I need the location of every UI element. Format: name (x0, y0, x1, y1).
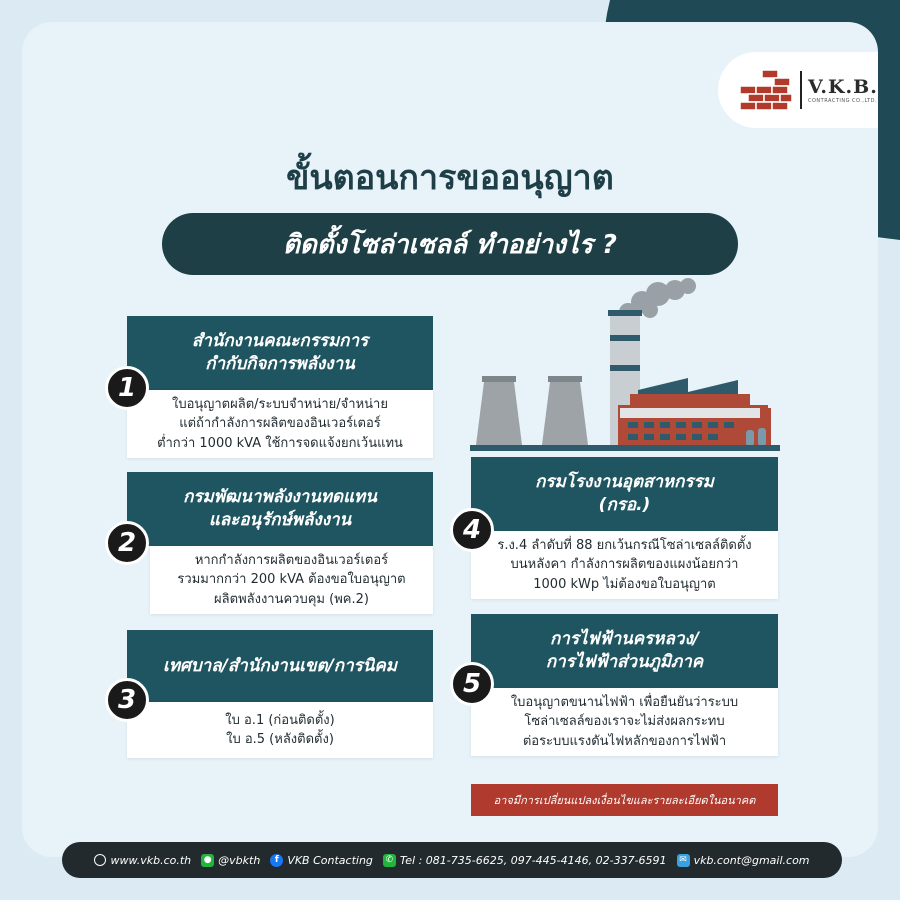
logo-divider (800, 71, 802, 109)
disclaimer-note: อาจมีการเปลี่ยนแปลงเงื่อนไขและรายละเอียดในอนาคต (471, 784, 778, 816)
contact-footer (62, 842, 842, 878)
step-4-heading: กรมโรงงานอุตสาหกรรม (กรอ.) (471, 457, 778, 531)
phone-icon: ✆ (383, 854, 396, 867)
footer-email[interactable] (677, 854, 810, 867)
mail-icon: ✉ (677, 854, 690, 867)
facebook-icon: f (270, 854, 283, 867)
step-2-number: 2 (105, 521, 149, 565)
website-text: www.vkb.co.th (110, 853, 192, 867)
step-3-heading: เทศบาล/สำนักงานเขต/การนิคม (127, 630, 433, 702)
step-5-number: 5 (450, 662, 494, 706)
footer-website[interactable] (94, 854, 191, 867)
step-3-number: 3 (105, 678, 149, 722)
globe-icon (94, 854, 106, 866)
step-3-body: ใบ อ.1 (ก่อนติดตั้ง) ใบ อ.5 (หลังติดตั้ง) (127, 702, 433, 758)
phone-text: Tel : 081-735-6625, 097-445-4146, 02-337-6591 (399, 853, 667, 867)
email-text: vkb.cont@gmail.com (693, 853, 810, 867)
page-title: ขั้นตอนการขออนุญาต (286, 158, 614, 198)
page-subtitle: ติดตั้งโซล่าเซลล์ ทำอย่างไร ? (162, 213, 738, 275)
step-5-heading: การไฟฟ้านครหลวง/ การไฟฟ้าส่วนภูมิภาค (471, 614, 778, 688)
step-1-body: ใบอนุญาตผลิต/ระบบจำหน่าย/จำหน่าย แต่ถ้ากำลังการผลิตของอินเวอร์เตอร์ ต่ำกว่า 1000 kVA ใช้การจดแจ้งยกเว้นแทน (127, 390, 433, 458)
line-text: @vbkth (218, 853, 261, 867)
footer-line[interactable] (201, 854, 260, 867)
step-1-number: 1 (105, 366, 149, 410)
step-2-body: หากกำลังการผลิตของอินเวอร์เตอร์ รวมมากกว่า 200 kVA ต้องขอใบอนุญาต ผลิตพลังงานควบคุม (พค.2) (150, 546, 433, 614)
company-logo (718, 52, 878, 128)
footer-phone[interactable] (383, 854, 667, 867)
factory-illustration (470, 270, 780, 460)
logo-name: V.K.B. (808, 76, 878, 98)
facebook-text: VKB Contacting (287, 853, 373, 867)
logo-subtitle: CONTRACTING CO.,LTD. (808, 98, 878, 104)
step-1-heading: สำนักงานคณะกรรมการ กำกับกิจการพลังงาน (127, 316, 433, 390)
step-4-number: 4 (450, 508, 494, 552)
step-4-body: ร.ง.4 ลำดับที่ 88 ยกเว้นกรณีโซล่าเซลล์ติดตั้ง บนหลังคา กำลังการผลิตของแผงน้อยกว่า 1000 kWp ไม่ต้องขอใบอนุญาต (471, 531, 778, 599)
footer-facebook[interactable] (270, 854, 373, 867)
step-2-heading: กรมพัฒนาพลังงานทดแทน และอนุรักษ์พลังงาน (127, 472, 433, 546)
line-icon: ● (201, 854, 214, 867)
step-5-body: ใบอนุญาตขนานไฟฟ้า เพื่อยืนยันว่าระบบ โซล่าเซลล์ของเราจะไม่ส่งผลกระทบ ต่อระบบแรงดันไฟหลักของการไฟฟ้า (471, 688, 778, 756)
brick-logo-icon (738, 68, 794, 112)
